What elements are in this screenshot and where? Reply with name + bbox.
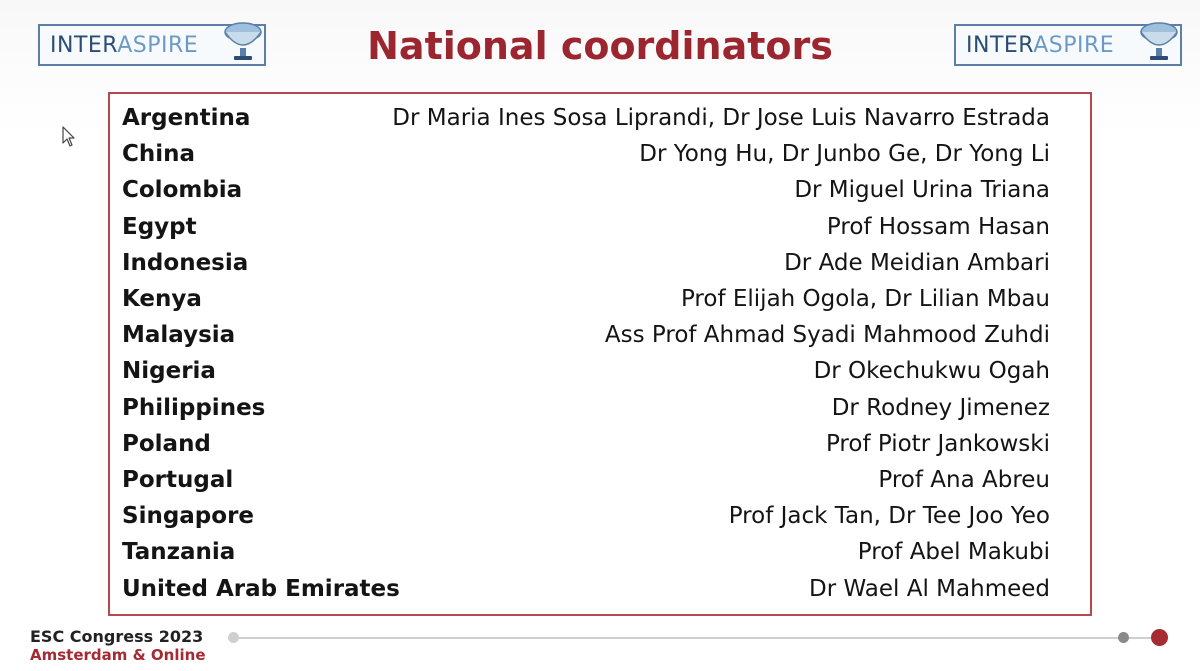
coordinator-names: Prof Piotr Jankowski <box>825 430 1050 457</box>
logo-text-inter: INTER <box>966 32 1034 58</box>
coordinator-row <box>122 317 1050 353</box>
coordinator-row <box>122 353 1050 389</box>
country-name: Tanzania <box>122 539 236 566</box>
coordinator-names: Dr Miguel Urina Triana <box>794 177 1050 204</box>
country-name: Portugal <box>122 466 234 493</box>
coordinator-row <box>122 498 1050 534</box>
coordinator-names: Prof Elijah Ogola, Dr Lilian Mbau <box>680 286 1050 313</box>
country-name: Philippines <box>122 394 266 421</box>
country-name: Nigeria <box>122 358 216 385</box>
coordinator-names: Dr Maria Ines Sosa Liprandi, Dr Jose Luis Navarro Estrada <box>392 105 1050 132</box>
coordinator-row <box>122 281 1050 317</box>
country-name: United Arab Emirates <box>122 575 400 602</box>
progress-track <box>232 637 1160 639</box>
coordinator-row <box>122 390 1050 426</box>
country-name: Singapore <box>122 503 255 530</box>
coordinator-names: Prof Ana Abreu <box>878 466 1050 493</box>
coordinator-names: Dr Rodney Jimenez <box>831 394 1050 421</box>
coordinator-row <box>122 462 1050 498</box>
progress-start-dot <box>228 632 239 643</box>
footer-location: Amsterdam & Online <box>30 646 206 664</box>
coordinator-row <box>122 172 1050 208</box>
country-name: Poland <box>122 430 211 457</box>
country-name: Argentina <box>122 105 251 132</box>
logo-text-inter: INTER <box>50 32 118 58</box>
coordinator-row <box>122 209 1050 245</box>
logo-text-aspire: ASPIRE <box>117 32 199 58</box>
coordinator-names: Dr Okechukwu Ogah <box>813 358 1050 385</box>
coordinator-names: Prof Hossam Hasan <box>826 213 1050 240</box>
coordinator-row <box>122 534 1050 570</box>
footer-congress: ESC Congress 2023 <box>30 627 204 646</box>
coordinators-rows <box>122 100 1050 607</box>
footer <box>30 627 206 664</box>
country-name: Colombia <box>122 177 243 204</box>
logo-text-aspire: ASPIRE <box>1033 32 1115 58</box>
coordinator-names: Prof Abel Makubi <box>857 539 1050 566</box>
coordinator-names: Dr Ade Meidian Ambari <box>784 249 1050 276</box>
country-name: Kenya <box>122 286 202 313</box>
slide-title: National coordinators <box>367 24 833 68</box>
coordinator-row <box>122 136 1050 172</box>
mouse-cursor-icon <box>62 126 76 148</box>
progress-end-dot <box>1151 629 1168 646</box>
country-name: Egypt <box>122 213 197 240</box>
coordinators-table <box>108 92 1092 616</box>
coordinator-names: Prof Jack Tan, Dr Tee Joo Yeo <box>728 503 1050 530</box>
coordinator-names: Ass Prof Ahmad Syadi Mahmood Zuhdi <box>604 322 1050 349</box>
coordinator-row <box>122 570 1050 606</box>
coordinator-row <box>122 245 1050 281</box>
coordinator-row <box>122 100 1050 136</box>
progress-mid-dot <box>1118 632 1129 643</box>
coordinator-names: Dr Wael Al Mahmeed <box>809 575 1050 602</box>
country-name: Malaysia <box>122 322 236 349</box>
coordinator-names: Dr Yong Hu, Dr Junbo Ge, Dr Yong Li <box>639 141 1050 168</box>
country-name: Indonesia <box>122 249 249 276</box>
country-name: China <box>122 141 196 168</box>
coordinator-row <box>122 426 1050 462</box>
